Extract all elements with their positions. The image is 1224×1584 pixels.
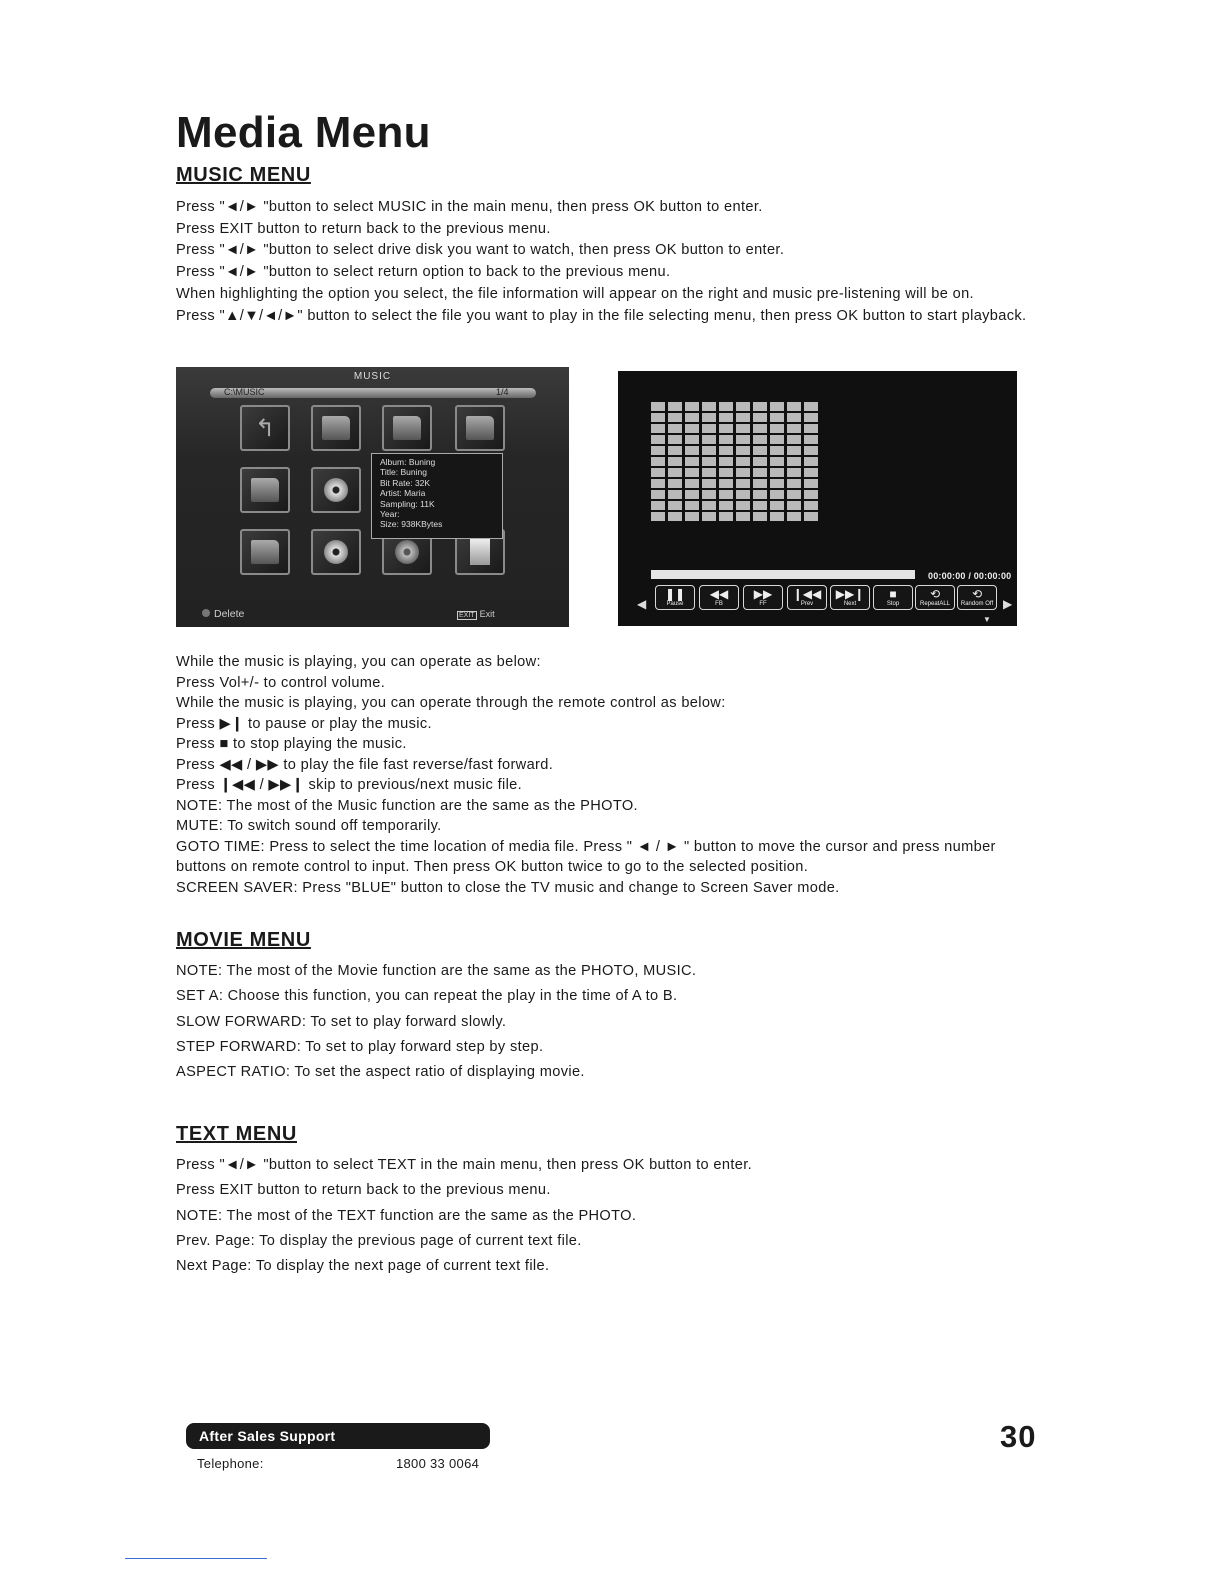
spectrum-cell	[736, 479, 750, 488]
text-line: Press EXIT button to return back to the previous menu.	[176, 1182, 551, 1199]
spectrum-cell	[702, 413, 716, 422]
music-ops-line: Press ▶❙ to pause or play the music.	[176, 715, 432, 732]
spectrum-cell	[668, 402, 682, 411]
folder-tile[interactable]	[311, 405, 361, 451]
music-ops-line: MUTE: To switch sound off temporarily.	[176, 818, 442, 834]
spectrum-cell	[685, 446, 699, 455]
music-ops-line: NOTE: The most of the Music function are the same as the PHOTO.	[176, 797, 638, 814]
movie-line: NOTE: The most of the Movie function are the same as the PHOTO, MUSIC.	[176, 963, 697, 979]
spectrum-cell	[804, 501, 818, 510]
spectrum-cell	[804, 479, 818, 488]
info-artist: Artist: Maria	[380, 488, 426, 499]
chevron-down-icon[interactable]: ▼	[983, 615, 991, 624]
spectrum-cell	[736, 457, 750, 466]
spectrum-cell	[651, 479, 665, 488]
spectrum-cell	[736, 490, 750, 499]
movie-line: SLOW FORWARD: To set to play forward slowly.	[176, 1013, 507, 1030]
spectrum-cell	[702, 479, 716, 488]
media-folder-icon	[251, 540, 279, 564]
folder-tile[interactable]	[455, 405, 505, 451]
spectrum-cell	[668, 468, 682, 477]
spectrum-cell	[753, 435, 767, 444]
spectrum-cell	[770, 413, 784, 422]
music-ops-line: GOTO TIME: Press to select the time location of media file. Press " ◄ / ► " button to move the cursor and press number buttons on remote control to input. Then press OK button twice to go to the selected position.	[176, 838, 996, 875]
scroll-right-icon[interactable]: ▶	[1003, 597, 1013, 611]
spectrum-cell	[736, 413, 750, 422]
music-intro-line: When highlighting the option you select, the file information will appear on the right and music pre-listening will be on.	[176, 285, 974, 302]
prev-button[interactable]	[787, 585, 827, 610]
folder-icon	[466, 416, 494, 440]
spectrum-cell	[651, 413, 665, 422]
progress-bar[interactable]	[651, 570, 915, 579]
spectrum-cell	[804, 512, 818, 521]
movie-line: ASPECT RATIO: To set the aspect ratio of displaying movie.	[176, 1064, 585, 1081]
page-title: Media Menu	[176, 108, 431, 157]
spectrum-cell	[685, 402, 699, 411]
spectrum-cell	[719, 457, 733, 466]
spectrum-cell	[804, 457, 818, 466]
spectrum-cell	[719, 479, 733, 488]
page-number: 30	[1000, 1419, 1037, 1454]
spectrum-cell	[787, 457, 801, 466]
spectrum-cell	[651, 435, 665, 444]
exit-key-icon: EXIT	[459, 612, 475, 619]
spectrum-cell	[685, 479, 699, 488]
bottom-rule	[125, 1558, 267, 1559]
spectrum-cell	[668, 435, 682, 444]
spectrum-cell	[804, 413, 818, 422]
spectrum-cell	[702, 402, 716, 411]
spectrum-cell	[651, 424, 665, 433]
pause-label: Pause	[666, 601, 684, 607]
next-label: Next	[843, 601, 857, 607]
info-title: Title: Buning	[380, 467, 427, 478]
music-intro-text	[176, 197, 1036, 327]
stop-label: Stop	[886, 601, 900, 607]
spectrum-cell	[685, 435, 699, 444]
text-menu-text	[176, 1153, 1036, 1279]
previous-track-icon: ❙◀◀	[792, 587, 822, 601]
spectrum-cell	[787, 479, 801, 488]
spectrum-cell	[685, 457, 699, 466]
spectrum-cell	[770, 435, 784, 444]
music-operations-text	[176, 652, 1036, 898]
spectrum-cell	[753, 446, 767, 455]
delete-option[interactable]	[202, 608, 244, 620]
music-intro-line: Press "◄/► "button to select return option to back to the previous menu.	[176, 264, 671, 281]
fast-backward-label: FB	[715, 601, 723, 607]
spectrum-cell	[787, 424, 801, 433]
spectrum-cell	[651, 457, 665, 466]
spectrum-cell	[787, 512, 801, 521]
movie-menu-heading: MOVIE MENU	[176, 929, 311, 951]
spectrum-cell	[787, 501, 801, 510]
spectrum-cell	[804, 424, 818, 433]
random-label: Random Off	[960, 601, 994, 607]
spectrum-cell	[702, 435, 716, 444]
stop-icon: ■	[889, 587, 897, 601]
music-ops-line: Press Vol+/- to control volume.	[176, 674, 386, 691]
spectrum-cell	[770, 490, 784, 499]
spectrum-cell	[685, 501, 699, 510]
spectrum-cell	[770, 512, 784, 521]
info-year: Year:	[380, 509, 400, 520]
next-track-icon: ▶▶❙	[835, 587, 865, 601]
spectrum-cell	[804, 446, 818, 455]
spectrum-cell	[753, 479, 767, 488]
media-folder-icon	[251, 478, 279, 502]
spectrum-cell	[651, 490, 665, 499]
spectrum-cell	[787, 402, 801, 411]
spectrum-cell	[651, 446, 665, 455]
spectrum-cell	[804, 435, 818, 444]
spectrum-cell	[668, 424, 682, 433]
info-album: Album: Buning	[380, 457, 436, 467]
spectrum-cell	[770, 468, 784, 477]
spectrum-cell	[787, 446, 801, 455]
spectrum-cell	[651, 468, 665, 477]
spectrum-cell	[668, 457, 682, 466]
music-ops-line: While the music is playing, you can operate as below:	[176, 654, 541, 670]
spectrum-cell	[753, 501, 767, 510]
spectrum-cell	[719, 490, 733, 499]
delete-label: Delete	[214, 608, 245, 620]
film-reel-icon	[395, 540, 419, 564]
fast-forward-icon: ▶▶	[753, 587, 773, 601]
spectrum-cell	[685, 413, 699, 422]
repeat-button[interactable]	[915, 585, 955, 610]
document-icon	[470, 539, 490, 565]
spectrum-cell	[770, 501, 784, 510]
spectrum-cell	[719, 413, 733, 422]
spectrum-cell	[685, 424, 699, 433]
folder-tile[interactable]	[382, 405, 432, 451]
spectrum-cell	[702, 457, 716, 466]
telephone-label: Telephone:	[197, 1456, 264, 1471]
spectrum-cell	[685, 468, 699, 477]
music-ops-line: Press ◀◀ / ▶▶ to play the file fast reverse/fast forward.	[176, 756, 554, 773]
spectrum-cell	[753, 512, 767, 521]
music-menu-heading: MUSIC MENU	[176, 164, 311, 186]
music-ops-line: Press ❙◀◀ / ▶▶❙ skip to previous/next music file.	[176, 777, 523, 793]
spectrum-cell	[702, 468, 716, 477]
fast-backward-icon: ◀◀	[709, 587, 729, 601]
spectrum-cell	[770, 424, 784, 433]
spectrum-cell	[702, 501, 716, 510]
spectrum-cell	[651, 501, 665, 510]
spectrum-cell	[719, 446, 733, 455]
info-sampling: Sampling: 11K	[380, 498, 435, 509]
current-path: C:\MUSIC	[224, 387, 265, 397]
spectrum-cell	[702, 490, 716, 499]
playback-time: 00:00:00 / 00:00:00	[928, 571, 1012, 581]
spectrum-cell	[753, 468, 767, 477]
movie-line: SET A: Choose this function, you can repeat the play in the time of A to B.	[176, 988, 678, 1005]
music-intro-line: Press "◄/► "button to select drive disk you want to watch, then press OK button to enter.	[176, 242, 785, 259]
spectrum-cell	[736, 501, 750, 510]
spectrum-cell	[651, 402, 665, 411]
support-title: After Sales Support	[199, 1428, 336, 1444]
color-key-icon	[202, 609, 210, 617]
spectrum-cell	[787, 435, 801, 444]
music-player-screenshot	[618, 371, 1017, 626]
spectrum-cell	[736, 468, 750, 477]
spectrum-cell	[736, 424, 750, 433]
fast-backward-button[interactable]	[699, 585, 739, 610]
spectrum-cell	[651, 512, 665, 521]
spectrum-cell	[702, 446, 716, 455]
music-ops-line: While the music is playing, you can operate through the remote control as below:	[176, 695, 726, 711]
music-intro-line: Press "◄/► "button to select MUSIC in the main menu, then press OK button to enter.	[176, 199, 763, 215]
spectrum-cell	[804, 402, 818, 411]
random-icon: ⟲	[971, 587, 983, 601]
repeat-label: RepeatALL	[919, 601, 951, 607]
spectrum-cell	[719, 435, 733, 444]
music-browser-header: MUSIC	[353, 371, 392, 382]
media-folder-tile[interactable]	[240, 467, 290, 513]
spectrum-cell	[736, 512, 750, 521]
movie-line: STEP FORWARD: To set to play forward step by step.	[176, 1038, 544, 1055]
spectrum-cell	[770, 446, 784, 455]
spectrum-cell	[804, 490, 818, 499]
stop-button[interactable]	[873, 585, 913, 610]
spectrum-cell	[787, 413, 801, 422]
spectrum-cell	[719, 468, 733, 477]
spectrum-cell	[702, 512, 716, 521]
fast-forward-label: FF	[759, 601, 767, 607]
spectrum-cell	[668, 512, 682, 521]
spectrum-cell	[719, 402, 733, 411]
spectrum-cell	[719, 512, 733, 521]
music-intro-line: Press "▲/▼/◄/►" button to select the file you want to play in the file selecting menu, then press OK button to start playback.	[176, 307, 1027, 324]
media-folder-tile[interactable]	[240, 529, 290, 575]
spectrum-cell	[804, 468, 818, 477]
text-line: Press "◄/► "button to select TEXT in the main menu, then press OK button to enter.	[176, 1157, 753, 1173]
spectrum-cell	[770, 457, 784, 466]
info-bitrate: Bit Rate: 32K	[380, 477, 431, 488]
exit-label: Exit	[479, 609, 495, 619]
text-line: Prev. Page: To display the previous page of current text file.	[176, 1232, 582, 1249]
spectrum-cell	[753, 413, 767, 422]
random-button[interactable]	[957, 585, 997, 610]
folder-icon	[393, 416, 421, 440]
spectrum-cell	[770, 479, 784, 488]
spectrum-cell	[668, 501, 682, 510]
spectrum-cell	[753, 457, 767, 466]
music-ops-line: Press ■ to stop playing the music.	[176, 736, 407, 752]
fast-forward-button[interactable]	[743, 585, 783, 610]
page-indicator: 1/4	[496, 387, 509, 397]
info-size: Size: 938KBytes	[380, 519, 443, 530]
spectrum-cell	[668, 413, 682, 422]
pause-button[interactable]	[655, 585, 695, 610]
return-arrow-icon: ↰	[254, 414, 276, 442]
after-sales-support-bar	[186, 1423, 490, 1449]
pause-icon: ❚❚	[664, 587, 686, 601]
spectrum-cell	[668, 479, 682, 488]
music-disc-icon	[324, 540, 348, 564]
music-disc-icon	[324, 478, 348, 502]
spectrum-cell	[736, 402, 750, 411]
spectrum-cell	[753, 490, 767, 499]
spectrum-cell	[736, 446, 750, 455]
music-intro-line: Press EXIT button to return back to the previous menu.	[176, 220, 551, 237]
text-line: Next Page: To display the next page of current text file.	[176, 1258, 550, 1275]
spectrum-cell	[770, 402, 784, 411]
exit-option[interactable]	[457, 609, 495, 620]
spectrum-cell	[668, 490, 682, 499]
next-button[interactable]	[830, 585, 870, 610]
spectrum-cell	[702, 424, 716, 433]
spectrum-cell	[685, 512, 699, 521]
text-line: NOTE: The most of the TEXT function are the same as the PHOTO.	[176, 1207, 637, 1224]
spectrum-cell	[685, 490, 699, 499]
music-file-tile[interactable]	[311, 529, 361, 575]
repeat-icon: ⟲	[929, 587, 941, 601]
folder-icon	[322, 416, 350, 440]
movie-menu-text	[176, 959, 1036, 1085]
spectrum-cell	[753, 402, 767, 411]
music-file-tile[interactable]	[311, 467, 361, 513]
music-ops-line: SCREEN SAVER: Press "BLUE" button to close the TV music and change to Screen Saver mode.	[176, 879, 840, 896]
spectrum-cell	[736, 435, 750, 444]
file-info-popup	[371, 453, 503, 539]
return-tile[interactable]	[240, 405, 290, 451]
telephone-number: 1800 33 0064	[396, 1456, 480, 1471]
prev-label: Prev	[800, 601, 814, 607]
spectrum-cell	[668, 446, 682, 455]
spectrum-cell	[753, 424, 767, 433]
text-menu-heading: TEXT MENU	[176, 1123, 297, 1145]
scroll-left-icon[interactable]: ◀	[637, 597, 647, 611]
spectrum-cell	[787, 468, 801, 477]
spectrum-cell	[787, 490, 801, 499]
spectrum-cell	[719, 424, 733, 433]
music-browser-screenshot	[176, 367, 569, 627]
spectrum-cell	[719, 501, 733, 510]
